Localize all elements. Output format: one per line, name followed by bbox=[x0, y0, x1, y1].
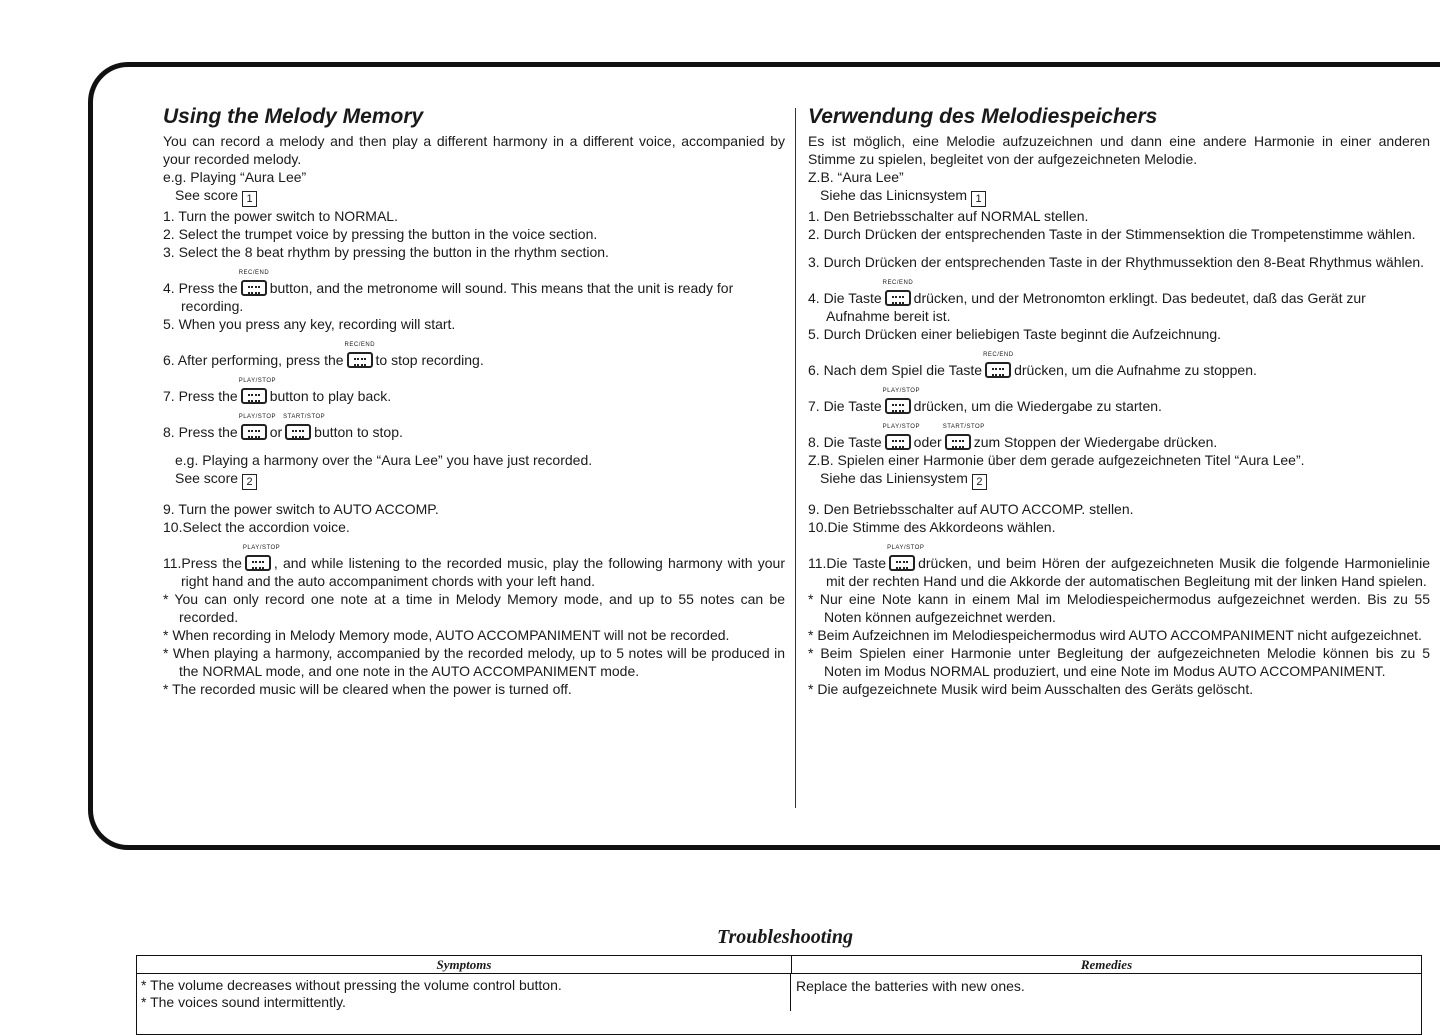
german-step-2: 2. Durch Drücken der entsprechenden Taste in der Stimmensektion die Trompetenstimme wählen. bbox=[808, 226, 1416, 242]
german-note-3: * Beim Spielen einer Harmonie unter Begleitung der aufgezeichneten Melodie können bis zu 5 Noten im Modus NORMAL produziert, und eine Note im Modus AUTO ACCOMPANIMENT. bbox=[808, 645, 1430, 679]
score-1-box: 1 bbox=[971, 191, 986, 207]
english-step-5: 5. When you press any key, recording will start. bbox=[163, 316, 456, 332]
english-example-2: e.g. Playing a harmony over the “Aura Lee” you have just recorded. bbox=[175, 452, 593, 468]
english-note-2: * When recording in Melody Memory mode, AUTO ACCOMPANIMENT will not be recorded. bbox=[163, 627, 730, 643]
symptoms-cell bbox=[137, 974, 791, 1011]
troubleshooting-title: Troubleshooting bbox=[717, 926, 853, 948]
german-title: Verwendung des Melodiespeichers bbox=[808, 105, 1158, 128]
german-note-1: * Nur eine Note kann in einem Mal im Melodiespeichermodus aufgezeichnet werden. Bis zu 55 Noten können aufgezeichnet werden. bbox=[808, 591, 1430, 625]
rec-end-button-icon: REC/END bbox=[347, 352, 373, 368]
german-step-8: 8. Die Taste PLAY/STOP oder START/STOP zum Stoppen der Wiedergabe drücken. bbox=[808, 424, 1218, 450]
score-1-box: 1 bbox=[242, 191, 257, 207]
symptom-2: * The voices sound intermittently. bbox=[141, 994, 346, 1010]
english-step-2: 2. Select the trumpet voice by pressing the button in the voice section. bbox=[163, 226, 598, 242]
column-divider bbox=[795, 108, 796, 808]
german-note-2: * Beim Aufzeichnen im Melodiespeichermodus wird AUTO ACCOMPANIMENT nicht aufgezeichnet. bbox=[808, 627, 1422, 643]
english-step-8: 8. Press the PLAY/STOP or START/STOP button to stop. bbox=[163, 414, 403, 440]
german-step-6: 6. Nach dem Spiel die Taste REC/END drücken, um die Aufnahme zu stoppen. bbox=[808, 352, 1257, 378]
start-stop-button-icon: START/STOP bbox=[285, 424, 311, 440]
english-example-1: e.g. Playing “Aura Lee” bbox=[163, 169, 307, 185]
remedy-cell: Replace the batteries with new ones. bbox=[796, 978, 1025, 994]
play-stop-button-icon: PLAY/STOP bbox=[885, 398, 911, 414]
troubleshooting-table bbox=[136, 955, 1422, 1035]
english-see-score-2: See score 2 bbox=[163, 469, 785, 490]
rec-end-button-icon: REC/END bbox=[985, 362, 1011, 378]
play-stop-button-icon: PLAY/STOP bbox=[889, 555, 915, 571]
german-see-score-2: Siehe das Liniensystem 2 bbox=[808, 469, 1430, 490]
german-step-7: 7. Die Taste PLAY/STOP drücken, um die Wiedergabe zu starten. bbox=[808, 388, 1162, 414]
rec-end-button-icon: REC/END bbox=[885, 290, 911, 306]
english-see-score-1: See score 1 bbox=[163, 186, 785, 207]
german-see-score-1: Siehe das Linicnsystem 1 bbox=[808, 186, 1430, 207]
english-step-7: 7. Press the PLAY/STOP button to play back. bbox=[163, 378, 392, 404]
english-step-1: 1. Turn the power switch to NORMAL. bbox=[163, 208, 398, 224]
german-step-9: 9. Den Betriebsschalter auf AUTO ACCOMP. stellen. bbox=[808, 501, 1134, 517]
english-note-1: * You can only record one note at a time in Melody Memory mode, and up to 55 notes can be recorded. bbox=[163, 591, 785, 625]
english-step-10: 10.Select the accordion voice. bbox=[163, 519, 350, 535]
english-note-3: * When playing a harmony, accompanied by the recorded melody, up to 5 notes will be produced in the NORMAL mode, and one note in the AUTO ACCOMPANIMENT mode. bbox=[163, 645, 785, 679]
german-example-1: Z.B. “Aura Lee” bbox=[808, 169, 904, 185]
score-2-box: 2 bbox=[972, 474, 987, 490]
german-step-5: 5. Durch Drücken einer beliebigen Taste beginnt die Aufzeichnung. bbox=[808, 326, 1222, 342]
table-row bbox=[137, 974, 1421, 1011]
german-step-4: 4. Die Taste REC/END drücken, und der Metronomton erklingt. Das bedeutet, daß das Gerät zur Aufnahme bereit ist. bbox=[808, 280, 1366, 324]
english-step-3: 3. Select the 8 beat rhythm by pressing the button in the rhythm section. bbox=[163, 244, 609, 260]
table-header bbox=[137, 956, 1421, 974]
english-step-4: 4. Press the REC/END button, and the metronome will sound. This means that the unit is ready for recording. bbox=[163, 270, 734, 314]
german-section bbox=[808, 104, 1430, 698]
german-step-11: 11.Die Taste PLAY/STOP drücken, und beim Hören der aufgezeichneten Musik die folgende Harmonielinie mit der rechten Hand und die Akkorde der automatischen Begleitung mit der linken Hand spielen. bbox=[808, 545, 1431, 589]
play-stop-button-icon: PLAY/STOP bbox=[241, 388, 267, 404]
english-title: Using the Melody Memory bbox=[163, 105, 424, 128]
play-stop-button-icon: PLAY/STOP bbox=[245, 555, 271, 571]
play-stop-button-icon: PLAY/STOP bbox=[885, 434, 911, 450]
german-step-3: 3. Durch Drücken der entsprechenden Taste in der Rhythmussektion den 8-Beat Rhythmus wählen. bbox=[808, 254, 1425, 270]
english-intro: You can record a melody and then play a different harmony in a different voice, accompanied by your recorded melody. bbox=[163, 133, 785, 167]
remedies-header: Remedies bbox=[1080, 957, 1133, 972]
english-step-9: 9. Turn the power switch to AUTO ACCOMP. bbox=[163, 501, 439, 517]
german-intro: Es ist möglich, eine Melodie aufzuzeichnen und dann eine andere Harmonie in einer anderen Stimme zu spielen, begleitet von der aufgezeichneten Melodie. bbox=[808, 133, 1430, 167]
german-note-4: * Die aufgezeichnete Musik wird beim Ausschalten des Geräts gelöscht. bbox=[808, 681, 1254, 697]
german-example-2: Z.B. Spielen einer Harmonie über dem gerade aufgezeichneten Titel “Aura Lee”. bbox=[808, 452, 1305, 468]
english-section bbox=[163, 104, 785, 698]
english-note-4: * The recorded music will be cleared when the power is turned off. bbox=[163, 681, 572, 697]
english-step-11: 11.Press the PLAY/STOP , and while listening to the recorded music, play the following harmony with your right hand and the auto accompaniment chords with your left hand. bbox=[163, 545, 785, 589]
german-step-1: 1. Den Betriebsschalter auf NORMAL stellen. bbox=[808, 208, 1089, 224]
english-step-6: 6. After performing, press the REC/END to stop recording. bbox=[163, 342, 484, 368]
play-stop-button-icon: PLAY/STOP bbox=[241, 424, 267, 440]
start-stop-button-icon: START/STOP bbox=[945, 434, 971, 450]
rec-end-button-icon: REC/END bbox=[241, 280, 267, 296]
score-2-box: 2 bbox=[242, 474, 257, 490]
symptoms-header: Symptoms bbox=[137, 956, 792, 973]
german-step-10: 10.Die Stimme des Akkordeons wählen. bbox=[808, 519, 1056, 535]
symptom-1: * The volume decreases without pressing the volume control button. bbox=[141, 977, 562, 993]
